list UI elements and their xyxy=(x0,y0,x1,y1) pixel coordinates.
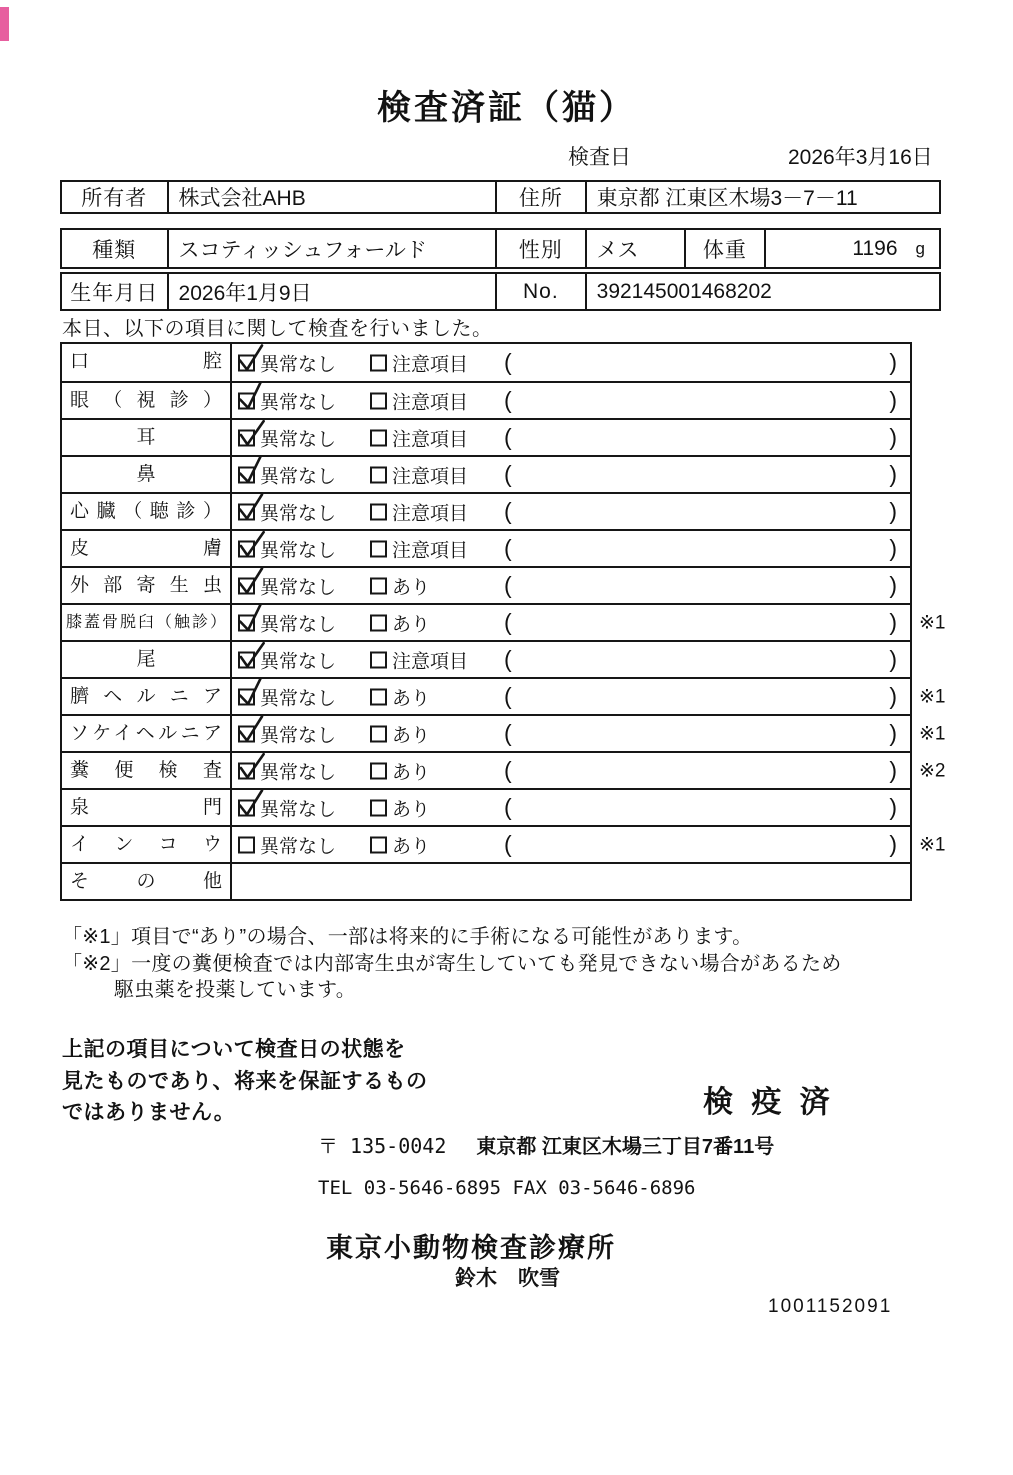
normal-option xyxy=(238,387,336,414)
alt-option xyxy=(370,461,468,488)
alt-option-label: あり xyxy=(392,688,431,709)
disclaimer xyxy=(62,1034,428,1129)
inspection-date-value: 2026年3月16日 xyxy=(788,146,933,169)
no-value: 392145001468202 xyxy=(585,274,939,309)
normal-option-label: 異常なし xyxy=(260,540,337,561)
remark-paren-open: ( xyxy=(504,460,512,487)
alt-checkbox xyxy=(370,762,387,779)
normal-checkbox xyxy=(238,354,255,371)
remark-paren-open: ( xyxy=(504,608,512,635)
postal-code: 〒 135-0042 xyxy=(318,1134,447,1158)
alt-checkbox xyxy=(370,577,387,594)
normal-option xyxy=(238,461,336,488)
exam-row xyxy=(62,825,946,862)
footnote-line: 「※2」一度の糞便検査では内部寄生虫が寄生していても発見できない場合があるため xyxy=(62,952,842,975)
normal-option xyxy=(238,424,336,451)
remark-paren-open: ( xyxy=(504,534,512,561)
sex-value: メス xyxy=(585,230,685,267)
disclaimer-line: 見たものであり、将来を保証するもの xyxy=(62,1069,428,1093)
exam-item-label: 膝蓋骨脱臼（触診） xyxy=(62,605,232,640)
remark-paren-open: ( xyxy=(504,497,512,524)
exam-item-label: 心臓（聴診） xyxy=(62,494,232,529)
normal-option xyxy=(238,831,336,858)
normal-checkbox xyxy=(238,799,255,816)
exam-row xyxy=(62,381,910,418)
footnote-mark: ※1 xyxy=(919,723,946,744)
footnote-line: 「※1」項目で“あり”の場合、一部は将来的に手術になる可能性があります。 xyxy=(62,926,753,948)
normal-option xyxy=(238,498,336,525)
alt-option-label: 注意項目 xyxy=(392,354,469,375)
exam-item-label: ソケイヘルニア xyxy=(62,716,232,751)
exam-item-label: インコウ xyxy=(62,827,232,862)
exam-row xyxy=(62,529,910,566)
remark-paren-close: ) xyxy=(889,608,897,635)
exam-row-content xyxy=(232,827,910,862)
normal-option-label: 異常なし xyxy=(260,725,337,746)
normal-option xyxy=(238,646,336,673)
normal-option xyxy=(238,572,336,599)
normal-checkbox xyxy=(238,614,255,631)
footnote-mark: ※1 xyxy=(919,834,946,855)
remark-paren-close: ) xyxy=(889,348,897,375)
birthdate-label: 生年月日 xyxy=(70,281,159,305)
remark-paren-open: ( xyxy=(504,830,512,857)
alt-checkbox xyxy=(370,799,387,816)
remark-paren-close: ) xyxy=(889,571,897,598)
alt-checkbox xyxy=(370,354,387,371)
exam-row xyxy=(62,714,946,751)
exam-row-content xyxy=(232,344,910,381)
remark-paren-close: ) xyxy=(889,534,897,561)
normal-option-label: 異常なし xyxy=(260,466,337,487)
breed-value: スコティッシュフォールド xyxy=(167,230,495,267)
alt-option-label: あり xyxy=(392,836,431,857)
remark-paren-close: ) xyxy=(889,682,897,709)
alt-checkbox xyxy=(370,466,387,483)
normal-checkbox xyxy=(238,392,255,409)
quarantine-stamp: 検 疫 済 xyxy=(703,1086,835,1119)
remark-paren-close: ) xyxy=(889,756,897,783)
normal-option xyxy=(238,794,336,821)
exam-item-label: 鼻 xyxy=(62,457,232,492)
remark-paren-open: ( xyxy=(504,682,512,709)
weight-unit: g xyxy=(915,238,925,258)
alt-checkbox xyxy=(370,688,387,705)
address-value: 東京都 江東区木場3－7－11 xyxy=(585,182,939,212)
normal-option-label: 異常なし xyxy=(260,429,337,450)
scan-edge-artifact xyxy=(0,7,9,41)
alt-checkbox xyxy=(370,725,387,742)
alt-option-label: 注意項目 xyxy=(392,392,469,413)
inspection-date-label: 検査日 xyxy=(568,146,631,169)
normal-option xyxy=(238,349,336,376)
exam-item-label: 眼（視診） xyxy=(62,383,232,418)
birthdate-value: 2026年1月9日 xyxy=(167,274,496,309)
normal-checkbox xyxy=(238,577,255,594)
clinic-name: 東京小動物検査診療所 xyxy=(326,1233,616,1263)
exam-row-content xyxy=(232,753,910,788)
weight-value: 1196 xyxy=(852,236,898,260)
exam-row xyxy=(62,788,910,825)
normal-option-label: 異常なし xyxy=(260,614,337,635)
exam-row-content xyxy=(232,494,910,529)
remark-paren-open: ( xyxy=(504,719,512,746)
exam-row-content xyxy=(232,531,910,566)
exam-item-label: 耳 xyxy=(62,420,232,455)
remark-paren-close: ) xyxy=(889,830,897,857)
exam-item-label: 糞便検査 xyxy=(62,753,232,788)
exam-row xyxy=(62,677,946,714)
normal-option xyxy=(238,720,336,747)
animal-table-row2 xyxy=(60,272,941,311)
exam-item-label: 外部寄生虫 xyxy=(62,568,232,603)
normal-checkbox xyxy=(238,503,255,520)
remark-paren-close: ) xyxy=(889,497,897,524)
alt-checkbox xyxy=(370,540,387,557)
footnotes xyxy=(62,924,842,1004)
remark-paren-close: ) xyxy=(889,645,897,672)
alt-checkbox xyxy=(370,429,387,446)
exam-row xyxy=(62,455,910,492)
remark-paren-close: ) xyxy=(889,460,897,487)
breed-label: 種類 xyxy=(92,238,137,262)
intro-text: 本日、以下の項目に関して検査を行いました。 xyxy=(62,312,493,346)
normal-checkbox xyxy=(238,429,255,446)
no-label: No. xyxy=(495,274,585,309)
normal-option xyxy=(238,535,336,562)
alt-option xyxy=(370,535,468,562)
owner-table xyxy=(60,180,941,214)
alt-option xyxy=(370,498,468,525)
alt-option xyxy=(370,609,430,636)
exam-row xyxy=(62,566,910,603)
exam-row-content xyxy=(232,605,910,640)
exam-item-label: 口腔 xyxy=(62,344,232,381)
exam-table xyxy=(60,342,946,901)
alt-option-label: 注意項目 xyxy=(392,429,469,450)
normal-option xyxy=(238,683,336,710)
exam-item-label: その他 xyxy=(62,864,232,899)
exam-row-content xyxy=(232,420,910,455)
normal-option-label: 異常なし xyxy=(260,503,337,524)
exam-row xyxy=(62,862,910,899)
alt-option-label: あり xyxy=(392,762,431,783)
remark-paren-open: ( xyxy=(504,386,512,413)
normal-option-label: 異常なし xyxy=(260,836,337,857)
disclaimer-line: 上記の項目について検査日の状態を xyxy=(62,1038,406,1061)
clinic-address: 東京都 江東区木場三丁目7番11号 xyxy=(476,1136,775,1158)
alt-option xyxy=(370,646,468,673)
alt-option-label: 注意項目 xyxy=(392,503,469,524)
weight-label: 体重 xyxy=(684,230,764,267)
alt-option xyxy=(370,720,430,747)
alt-option-label: 注意項目 xyxy=(392,466,469,487)
remark-paren-open: ( xyxy=(504,645,512,672)
exam-item-label: 皮膚 xyxy=(62,531,232,566)
normal-option xyxy=(238,757,336,784)
alt-option xyxy=(370,683,430,710)
exam-row xyxy=(62,640,910,677)
remark-paren-open: ( xyxy=(504,423,512,450)
normal-checkbox xyxy=(238,836,255,853)
normal-option-label: 異常なし xyxy=(260,688,337,709)
footnote-mark: ※2 xyxy=(919,760,946,781)
exam-row-content xyxy=(232,383,910,418)
normal-checkbox xyxy=(238,540,255,557)
exam-item-label: 泉門 xyxy=(62,790,232,825)
normal-checkbox xyxy=(238,466,255,483)
exam-row-content xyxy=(232,457,910,492)
exam-item-label: 尾 xyxy=(62,642,232,677)
veterinarian-name: 鈴木 吹雪 xyxy=(455,1267,560,1290)
exam-row-content xyxy=(232,790,910,825)
normal-option-label: 異常なし xyxy=(260,577,337,598)
remark-paren-open: ( xyxy=(504,571,512,598)
alt-option xyxy=(370,572,430,599)
remark-paren-open: ( xyxy=(504,348,512,375)
alt-option xyxy=(370,831,430,858)
remark-paren-open: ( xyxy=(504,793,512,820)
exam-row xyxy=(62,344,910,381)
owner-label: 所有者 xyxy=(81,187,148,210)
weight-cell xyxy=(764,230,939,267)
footnote-mark: ※1 xyxy=(919,612,946,633)
exam-row xyxy=(62,418,910,455)
alt-checkbox xyxy=(370,503,387,520)
animal-table-row1 xyxy=(60,228,941,269)
remark-paren-close: ) xyxy=(889,793,897,820)
alt-option-label: あり xyxy=(392,577,431,598)
exam-row-content xyxy=(232,568,910,603)
sex-label: 性別 xyxy=(495,230,585,267)
alt-option-label: 注意項目 xyxy=(392,651,469,672)
remark-paren-close: ) xyxy=(889,719,897,746)
owner-value: 株式会社AHB xyxy=(167,182,496,212)
exam-row-content xyxy=(232,679,910,714)
alt-checkbox xyxy=(370,651,387,668)
page-title: 検査済証（猫） xyxy=(377,89,636,127)
exam-row-content xyxy=(232,864,910,899)
normal-option-label: 異常なし xyxy=(260,392,337,413)
exam-row xyxy=(62,492,910,529)
normal-checkbox xyxy=(238,725,255,742)
exam-row-content xyxy=(232,716,910,751)
alt-checkbox xyxy=(370,836,387,853)
alt-option-label: あり xyxy=(392,614,431,635)
normal-option-label: 異常なし xyxy=(260,799,337,820)
normal-checkbox xyxy=(238,651,255,668)
exam-row xyxy=(62,603,946,640)
remark-paren-close: ) xyxy=(889,386,897,413)
remark-paren-open: ( xyxy=(504,756,512,783)
remark-paren-close: ) xyxy=(889,423,897,450)
alt-checkbox xyxy=(370,392,387,409)
normal-checkbox xyxy=(238,762,255,779)
footnote-line: 駆虫薬を投薬しています。 xyxy=(114,979,356,1001)
exam-row xyxy=(62,751,946,788)
alt-option xyxy=(370,794,430,821)
footnote-mark: ※1 xyxy=(919,686,946,707)
disclaimer-line: ではありません。 xyxy=(62,1101,236,1124)
alt-option-label: あり xyxy=(392,725,431,746)
alt-option xyxy=(370,424,468,451)
alt-option xyxy=(370,387,468,414)
alt-option-label: あり xyxy=(392,799,431,820)
alt-option xyxy=(370,757,430,784)
clinic-postal-line xyxy=(318,1130,774,1159)
normal-checkbox xyxy=(238,688,255,705)
serial-number: 1001152091 xyxy=(768,1296,893,1317)
alt-option-label: 注意項目 xyxy=(392,540,469,561)
alt-option xyxy=(370,349,468,376)
exam-item-label: 臍ヘルニア xyxy=(62,679,232,714)
normal-option-label: 異常なし xyxy=(260,354,337,375)
normal-option-label: 異常なし xyxy=(260,762,337,783)
alt-checkbox xyxy=(370,614,387,631)
normal-option xyxy=(238,609,336,636)
normal-option-label: 異常なし xyxy=(260,651,337,672)
exam-row-content xyxy=(232,642,910,677)
address-label: 住所 xyxy=(495,182,585,212)
clinic-telfax: TEL 03-5646-6895 FAX 03-5646-6896 xyxy=(318,1177,696,1199)
